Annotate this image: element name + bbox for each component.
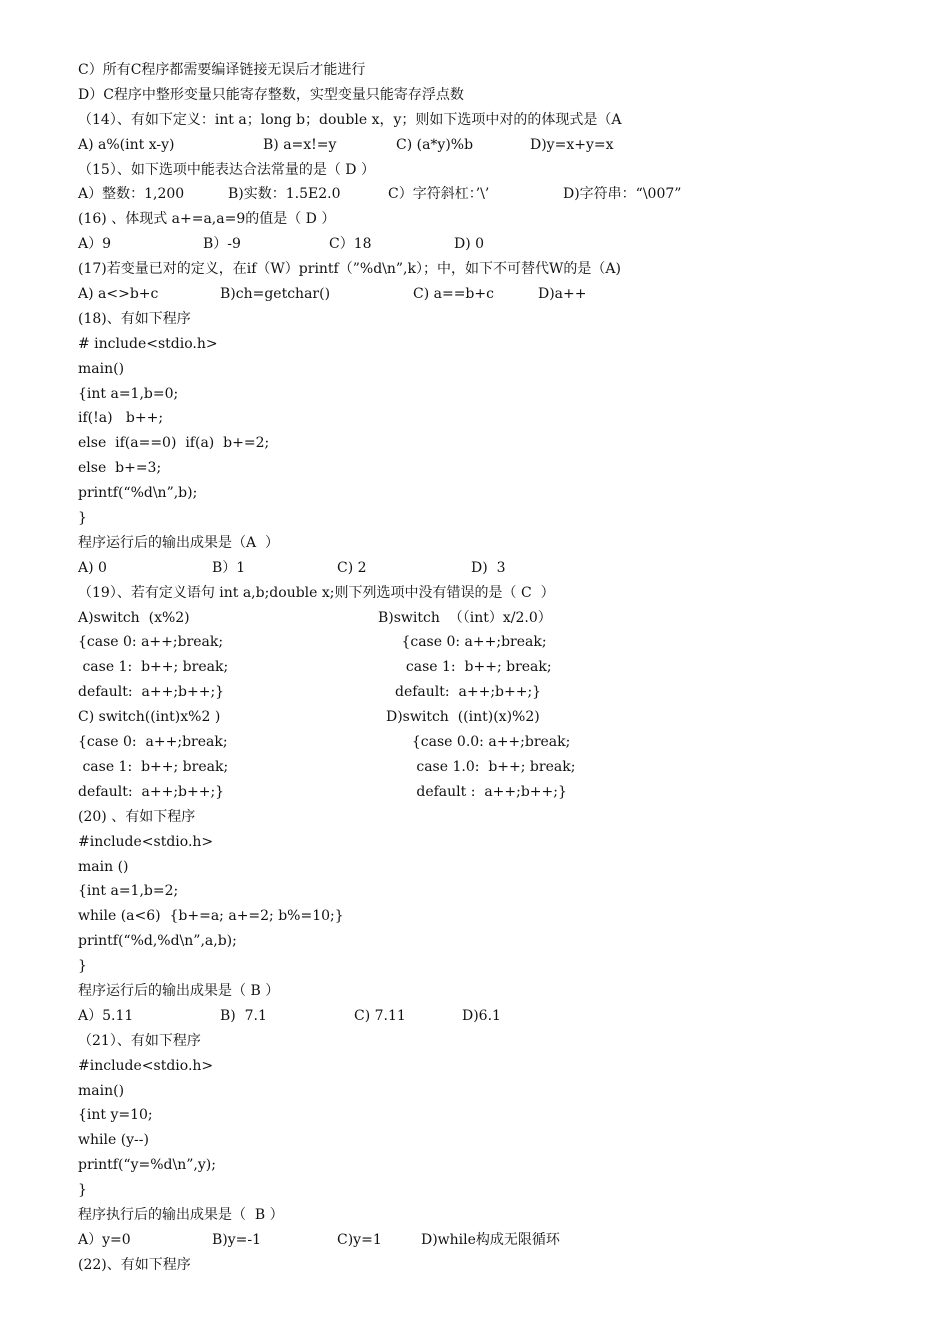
- text-line: (22)、有如下程序: [78, 1256, 191, 1273]
- option-text: B)y=-1: [212, 1231, 262, 1248]
- text-line: }: [78, 510, 87, 527]
- option-text: B)ch=getchar(): [220, 286, 331, 303]
- text-line: {int a=1,b=0;: [78, 385, 179, 402]
- option-text: D)y=x+y=x: [530, 136, 614, 153]
- text-line: else b+=3;: [78, 460, 162, 477]
- text-line: [78, 282, 928, 307]
- text-line: （21）、有如下程序: [78, 1032, 201, 1049]
- option-text: default: a++;b++;}: [395, 684, 542, 701]
- option-text: case 1: b++; break;: [397, 659, 552, 676]
- text-line: 程序执行后的输出成果是（ B ）: [78, 1206, 284, 1223]
- option-text: default: a++;b++;}: [78, 783, 225, 800]
- option-text: C) 7.11: [354, 1007, 406, 1024]
- option-text: B)实数：1.5E2.0: [228, 186, 341, 203]
- text-line: [78, 182, 928, 207]
- text-line: C）所有C程序都需要编译链接无误后才能进行: [78, 62, 366, 78]
- text-line: else if(a==0) if(a) b+=2;: [78, 435, 270, 452]
- text-line: (16) 、体现式 a+=a,a=9的值是（ D ）: [78, 211, 336, 228]
- option-text: A) a%(int x-y): [78, 136, 175, 153]
- option-text: C）18: [329, 236, 372, 253]
- text-line: [78, 630, 928, 655]
- option-text: A）整数：1,200: [78, 186, 185, 203]
- text-line: while (a<6) {b+=a; a+=2; b%=10;}: [78, 908, 344, 925]
- option-text: D)switch ((int)(x)%2): [386, 709, 540, 726]
- option-text: D)字符串：“\007”: [563, 186, 682, 203]
- text-line: [78, 1004, 928, 1029]
- text-line: main(): [78, 1082, 125, 1099]
- text-line: #include<stdio.h>: [78, 1057, 214, 1074]
- option-text: D)6.1: [462, 1007, 501, 1024]
- option-text: case 1.0: b++; break;: [403, 758, 576, 775]
- text-line: (18)、有如下程序: [78, 310, 191, 327]
- text-line: 程序运行后的输出成果是（ B ）: [78, 982, 280, 999]
- text-line: }: [78, 958, 87, 975]
- text-line: （14）、有如下定义：int a；long b；double x，y；则如下选项中对的的体现式是（A: [78, 111, 622, 128]
- document-body: [78, 58, 928, 1278]
- option-text: A)switch (x%2): [78, 609, 190, 626]
- option-text: {case 0: a++;break;: [78, 734, 228, 751]
- option-text: C) (a*y)%b: [396, 136, 474, 153]
- text-line: printf(“%d\n”,b);: [78, 485, 198, 502]
- option-text: A）y=0: [78, 1231, 131, 1248]
- text-line: 程序运行后的输出成果是（A ）: [78, 534, 280, 551]
- option-text: {case 0: a++;break;: [397, 634, 547, 651]
- option-text: C)y=1: [337, 1231, 382, 1248]
- text-line: [78, 680, 928, 705]
- text-line: [78, 606, 928, 631]
- option-text: {case 0.0: a++;break;: [403, 734, 571, 751]
- option-text: default: a++;b++;}: [78, 684, 225, 701]
- text-line: # include<stdio.h>: [78, 335, 218, 352]
- option-text: B）-9: [203, 236, 241, 253]
- option-text: D)while构成无限循环: [421, 1231, 560, 1248]
- text-line: [78, 755, 928, 780]
- option-text: A）9: [78, 236, 112, 253]
- text-line: printf(“y=%d\n”,y);: [78, 1157, 216, 1174]
- text-line: {int a=1,b=2;: [78, 883, 179, 900]
- text-line: （15）、如下选项中能表达合法常量的是（ D ）: [78, 161, 375, 178]
- text-line: printf(“%d,%d\n”,a,b);: [78, 933, 237, 950]
- text-line: [78, 556, 928, 581]
- option-text: B）1: [212, 559, 246, 576]
- document-page: [78, 58, 928, 1278]
- option-text: D) 0: [454, 236, 485, 253]
- option-text: {case 0: a++;break;: [78, 634, 224, 651]
- text-line: [78, 730, 928, 755]
- option-text: A) a<>b+c: [78, 286, 159, 303]
- text-line: [78, 133, 928, 158]
- text-line: (17)若变量已对的定义，在if（W）printf（”%d\n”,k）；中，如下不可替代W的是（A): [78, 261, 621, 278]
- option-text: C) 2: [337, 559, 367, 576]
- option-text: B)switch （（int）x/2.0）: [378, 609, 552, 626]
- text-line: {int y=10;: [78, 1107, 153, 1124]
- text-line: main(): [78, 360, 125, 377]
- option-text: A) 0: [78, 559, 107, 576]
- text-line: D）C程序中整形变量只能寄存整数，实型变量只能寄存浮点数: [78, 86, 464, 103]
- option-text: A）5.11: [78, 1007, 134, 1024]
- option-text: case 1: b++; break;: [78, 659, 229, 676]
- text-line: while (y--): [78, 1132, 149, 1149]
- text-line: [78, 705, 928, 730]
- option-text: case 1: b++; break;: [78, 758, 229, 775]
- text-line: [78, 655, 928, 680]
- option-text: C) a==b+c: [413, 286, 494, 303]
- option-text: D) 3: [471, 559, 506, 576]
- option-text: B) 7.1: [220, 1007, 267, 1024]
- option-text: C）字符斜杠：’\’: [388, 186, 490, 203]
- option-text: C) switch((int)x%2 ): [78, 709, 221, 726]
- text-line: if(!a) b++;: [78, 410, 164, 427]
- option-text: D)a++: [538, 286, 587, 303]
- option-text: default : a++;b++;}: [403, 783, 567, 800]
- text-line: [78, 780, 928, 805]
- option-text: B) a=x!=y: [263, 136, 337, 153]
- text-line: #include<stdio.h>: [78, 833, 214, 850]
- text-line: main (): [78, 858, 129, 875]
- text-line: [78, 232, 928, 257]
- text-line: }: [78, 1182, 87, 1199]
- text-line: [78, 1228, 928, 1253]
- text-line: （19）、若有定义语句 int a,b;double x;则下列选项中没有错误的是（ C ）: [78, 584, 555, 601]
- text-line: (20) 、有如下程序: [78, 808, 196, 825]
